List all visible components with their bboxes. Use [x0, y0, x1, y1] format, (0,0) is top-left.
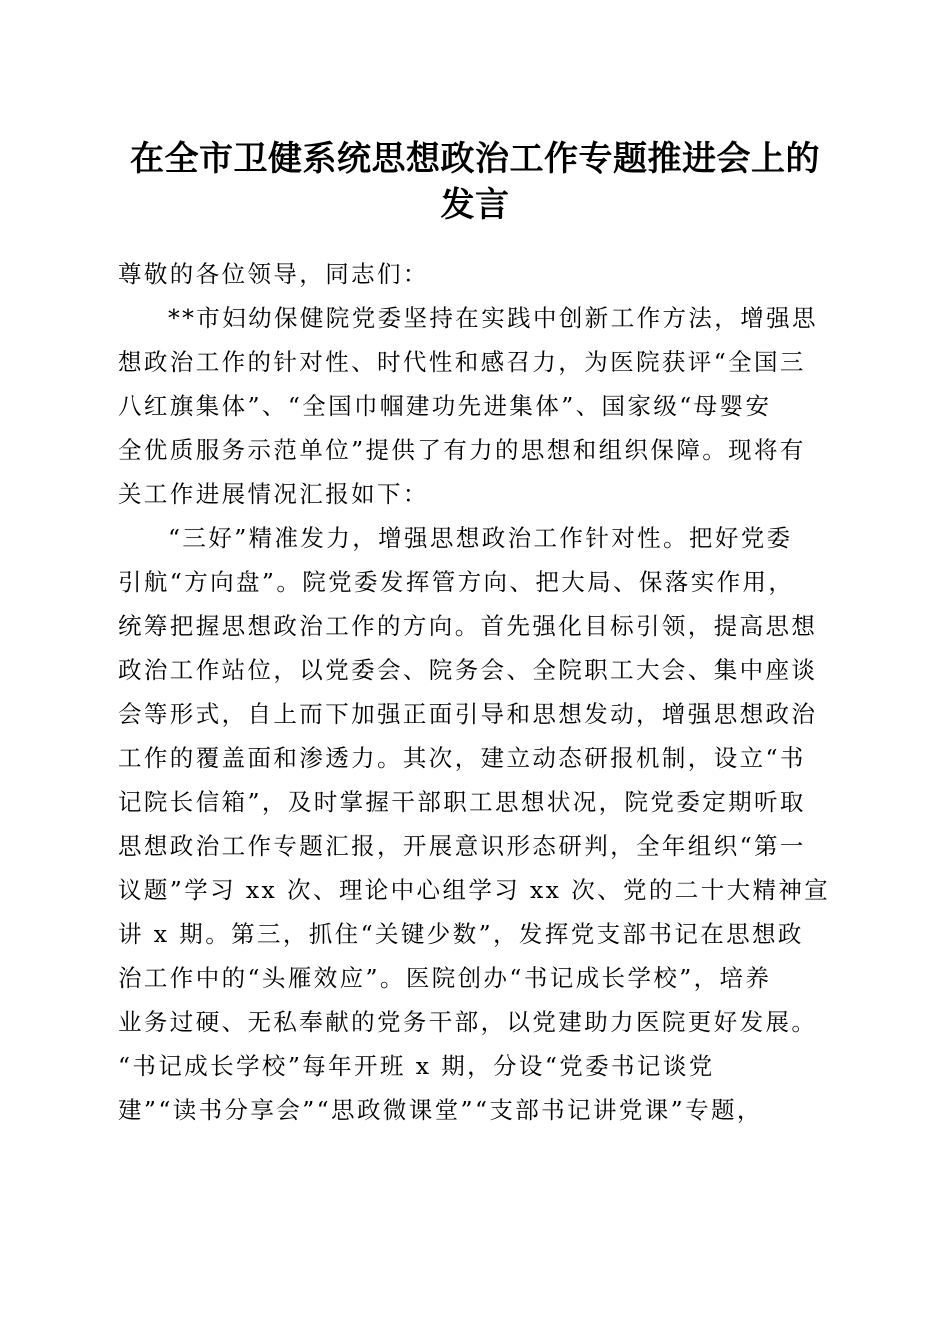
document-body	[118, 252, 838, 1132]
paragraph-line: 想政治工作的针对性、时代性和感召力，为医院获评“全国三	[118, 348, 806, 376]
paragraph-line: 引航“方向盘”。院党委发挥管方向、把大局、保落实作用，	[118, 568, 795, 596]
title-line-2: 发言	[440, 185, 510, 225]
paragraph-line: 记院长信箱”，及时掌握干部职工思想状况，院党委定期听取	[118, 788, 806, 816]
paragraph-line: 业务过硬、无私奉献的党务干部，以党建助力医院更好发展。	[118, 1008, 818, 1036]
document-title	[100, 136, 850, 228]
paragraph-line: 政治工作站位，以党委会、院务会、全院职工大会、集中座谈	[118, 656, 818, 684]
salutation: 尊敬的各位领导，同志们：	[118, 260, 429, 288]
paragraph-line: **市妇幼保健院党委坚持在实践中创新工作方法，增强思	[168, 304, 818, 332]
paragraph-line: 会等形式，自上而下加强正面引导和思想发动，增强思想政治	[118, 700, 818, 728]
paragraph-line: 工作的覆盖面和渗透力。其次，建立动态研报机制，设立“书	[118, 744, 806, 772]
paragraph-2	[118, 516, 838, 1132]
paragraph-line: “书记成长学校”每年开班 x 期，分设“党委书记谈党	[118, 1052, 715, 1080]
paragraph-line: 统筹把握思想政治工作的方向。首先强化目标引领，提高思想	[118, 612, 818, 640]
paragraph-line: 全优质服务示范单位”提供了有力的思想和组织保障。现将有	[118, 436, 806, 464]
paragraph-1	[118, 296, 838, 516]
paragraph-line: 建”“读书分享会”“思政微课堂”“支部书记讲党课”专题，	[118, 1096, 763, 1124]
paragraph-line: “三好”精准发力，增强思想政治工作针对性。把好党委	[168, 524, 793, 552]
title-line-1: 在全市卫健系统思想政治工作专题推进会上的	[130, 139, 820, 179]
paragraph-line: 讲 x 期。第三，抓住“关键少数”，发挥党支部书记在思想政	[118, 920, 804, 948]
paragraph-line: 思想政治工作专题汇报，开展意识形态研判，全年组织“第一	[118, 832, 806, 860]
paragraph-line: 八红旗集体”、“全国巾帼建功先进集体”、国家级“母婴安	[118, 392, 772, 420]
paragraph-line: 关工作进展情况汇报如下：	[118, 480, 429, 508]
paragraph-line: 治工作中的“头雁效应”。医院创办“书记成长学校”，培养	[118, 964, 772, 992]
paragraph-line: 议题”学习 xx 次、理论中心组学习 xx 次、党的二十大精神宣	[118, 876, 831, 904]
